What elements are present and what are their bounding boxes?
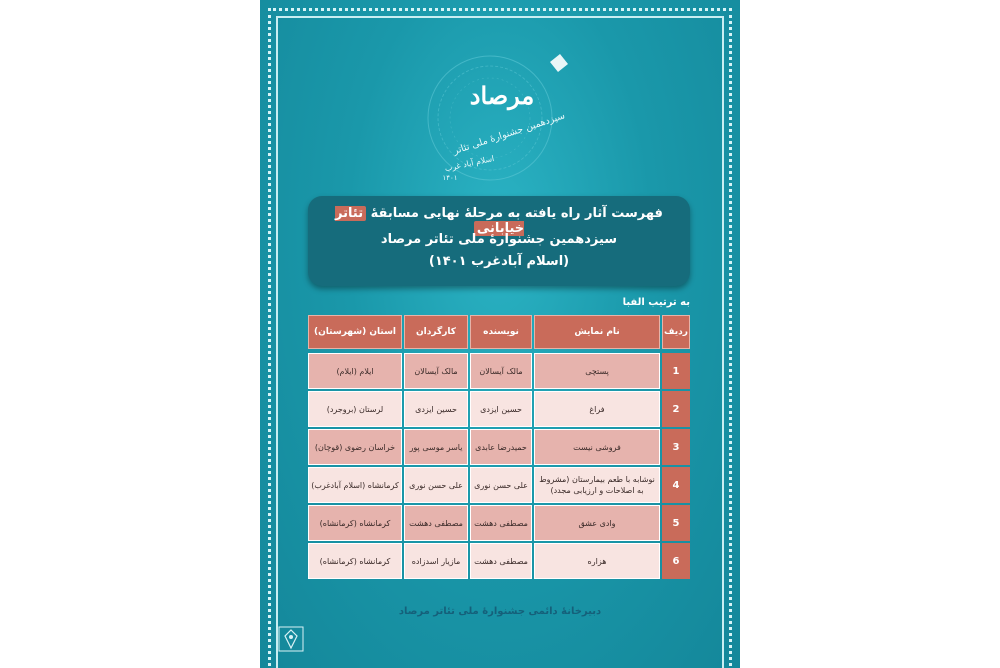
- row-writer: حسین ایزدی: [470, 391, 532, 427]
- table-row: [308, 353, 690, 389]
- row-province: لرستان (بروجرد): [308, 391, 402, 427]
- festival-logo: [410, 38, 590, 188]
- festival-poster: [260, 0, 740, 668]
- row-writer: مصطفی دهشت: [470, 505, 532, 541]
- row-director: مصطفی دهشت: [404, 505, 468, 541]
- header-writer: نویسنده: [470, 315, 532, 349]
- header-title: نام نمایش: [534, 315, 660, 349]
- logo-subtitle: سیزدهمین جشنوارهٔ ملی تئاتر: [452, 110, 567, 157]
- title-box: [308, 196, 690, 286]
- row-director: حسین ایزدی: [404, 391, 468, 427]
- row-title: فروشی نیست: [534, 429, 660, 465]
- row-title: پستچی: [534, 353, 660, 389]
- row-index: 2: [662, 391, 690, 427]
- finalists-table: [308, 315, 690, 581]
- row-writer: مصطفی دهشت: [470, 543, 532, 579]
- row-province: خراسان رضوی (قوچان): [308, 429, 402, 465]
- row-director: مازیار اسدزاده: [404, 543, 468, 579]
- header-director: کارگردان: [404, 315, 468, 349]
- row-title: فراغ: [534, 391, 660, 427]
- logo-name: مرصاد: [469, 81, 535, 110]
- title-highlight: تئاتر خیابانی: [335, 206, 525, 236]
- row-index: 4: [662, 467, 690, 503]
- row-index: 5: [662, 505, 690, 541]
- secretariat-footer: دبیرخانهٔ دائمی جشنوارهٔ ملی تئاتر مرصاد: [398, 606, 602, 617]
- row-writer: علی حسن نوری: [470, 467, 532, 503]
- title-line-2: سیزدهمین جشنوارهٔ ملی تئاتر مرصاد: [380, 232, 618, 247]
- table-row: [308, 391, 690, 427]
- row-director: یاسر موسی پور: [404, 429, 468, 465]
- logo-tag-icon: [550, 54, 568, 72]
- row-director: مالک آیسالان: [404, 353, 468, 389]
- table-row: [308, 467, 690, 503]
- header-index: ردیف: [662, 315, 690, 349]
- row-index: 1: [662, 353, 690, 389]
- secretariat-emblem-icon: [276, 624, 306, 654]
- row-title: نوشابه با طعم بیمارستان (مشروط به اصلاحات و ارزیابی مجدد): [534, 467, 660, 503]
- table-header-row: [308, 315, 690, 349]
- table-row: [308, 505, 690, 541]
- sort-label: به ترتیب الفبا: [622, 297, 690, 308]
- row-title: وادی عشق: [534, 505, 660, 541]
- row-province: ایلام (ایلام): [308, 353, 402, 389]
- row-index: 3: [662, 429, 690, 465]
- row-province: کرمانشاه (کرمانشاه): [308, 505, 402, 541]
- logo-place: اسلام آباد غرب: [443, 153, 496, 174]
- header-province: استان (شهرستان): [308, 315, 402, 349]
- logo-year: ۱۴۰۱: [442, 174, 458, 182]
- table-row: [308, 429, 690, 465]
- row-province: کرمانشاه (اسلام آبادغرب): [308, 467, 402, 503]
- row-province: کرمانشاه (کرمانشاه): [308, 543, 402, 579]
- row-writer: مالک آیسالان: [470, 353, 532, 389]
- row-director: علی حسن نوری: [404, 467, 468, 503]
- row-index: 6: [662, 543, 690, 579]
- title-line-3: (اسلام آبادغرب ۱۴۰۱): [428, 254, 570, 269]
- table-row: [308, 543, 690, 579]
- row-title: هزاره: [534, 543, 660, 579]
- row-writer: حمیدرضا عابدی: [470, 429, 532, 465]
- title-line-1-text: فهرست آثار راه یافته به مرحلهٔ نهایی مسابقهٔ: [370, 206, 663, 221]
